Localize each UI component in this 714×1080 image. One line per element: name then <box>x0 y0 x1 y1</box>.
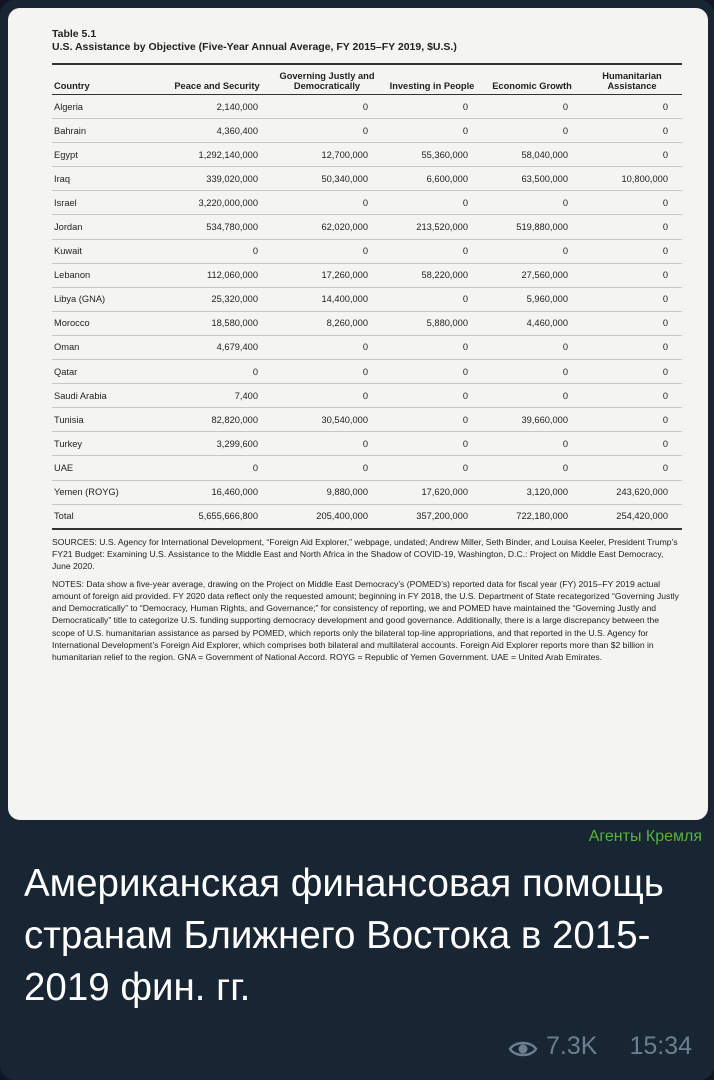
value-cell: 0 <box>382 335 482 359</box>
value-cell: 17,620,000 <box>382 480 482 504</box>
value-cell: 8,260,000 <box>272 311 382 335</box>
value-cell: 55,360,000 <box>382 143 482 167</box>
value-cell: 4,360,400 <box>162 119 272 143</box>
value-cell: 27,560,000 <box>482 263 582 287</box>
value-cell: 0 <box>272 95 382 119</box>
country-cell: Oman <box>52 335 162 359</box>
table-row <box>52 239 682 263</box>
table-row <box>52 143 682 167</box>
value-cell: 0 <box>582 215 682 239</box>
value-cell: 58,040,000 <box>482 143 582 167</box>
value-cell: 3,220,000,000 <box>162 191 272 215</box>
table-header-row <box>52 65 682 95</box>
value-cell: 0 <box>382 191 482 215</box>
value-cell: 0 <box>582 239 682 263</box>
value-cell: 4,679,400 <box>162 335 272 359</box>
message-photo[interactable] <box>8 8 708 820</box>
value-cell: 39,660,000 <box>482 408 582 432</box>
table-body <box>52 95 682 529</box>
header-economic: Economic Growth <box>482 65 582 95</box>
table-row <box>52 287 682 311</box>
table-title: U.S. Assistance by Objective (Five-Year Annual Average, FY 2015–FY 2019, $U.S.) <box>52 41 457 53</box>
value-cell: 0 <box>382 456 482 480</box>
value-cell: 10,800,000 <box>582 167 682 191</box>
value-cell: 9,880,000 <box>272 480 382 504</box>
value-cell: 2,140,000 <box>162 95 272 119</box>
header-investing: Investing in People <box>382 65 482 95</box>
value-cell: 0 <box>272 335 382 359</box>
table-notes <box>52 536 682 664</box>
assistance-table <box>52 65 682 530</box>
value-cell: 3,120,000 <box>482 480 582 504</box>
country-cell: Bahrain <box>52 119 162 143</box>
value-cell: 0 <box>582 119 682 143</box>
value-cell: 25,320,000 <box>162 287 272 311</box>
value-cell: 0 <box>582 311 682 335</box>
value-cell: 0 <box>482 335 582 359</box>
value-cell: 5,880,000 <box>382 311 482 335</box>
value-cell: 534,780,000 <box>162 215 272 239</box>
table-row <box>52 408 682 432</box>
value-cell: 0 <box>272 360 382 384</box>
value-cell: 30,540,000 <box>272 408 382 432</box>
value-cell: 16,460,000 <box>162 480 272 504</box>
value-cell: 0 <box>482 95 582 119</box>
value-cell: 0 <box>582 143 682 167</box>
value-cell: 0 <box>382 408 482 432</box>
value-cell: 1,292,140,000 <box>162 143 272 167</box>
table-row <box>52 480 682 504</box>
value-cell: 0 <box>482 119 582 143</box>
value-cell: 0 <box>482 239 582 263</box>
value-cell: 6,600,000 <box>382 167 482 191</box>
country-cell: Israel <box>52 191 162 215</box>
value-cell: 4,460,000 <box>482 311 582 335</box>
value-cell: 63,500,000 <box>482 167 582 191</box>
country-cell: UAE <box>52 456 162 480</box>
value-cell: 0 <box>582 335 682 359</box>
header-humanitarian: Humanitarian Assistance <box>582 65 682 95</box>
country-cell: Tunisia <box>52 408 162 432</box>
table-row <box>52 456 682 480</box>
value-cell: 213,520,000 <box>382 215 482 239</box>
value-cell: 0 <box>582 432 682 456</box>
value-cell: 339,020,000 <box>162 167 272 191</box>
country-cell: Iraq <box>52 167 162 191</box>
value-cell: 519,880,000 <box>482 215 582 239</box>
table-row <box>52 215 682 239</box>
message-text: Американская финансовая помощь странам Ближнего Востока в 2015-2019 фин. гг. <box>24 862 664 1009</box>
value-cell: 0 <box>382 384 482 408</box>
notes-text: NOTES: Data show a five-year average, drawing on the Project on Middle East Democracy’s (POMED’s) reported data for fiscal year (FY) 2015–FY 2019 actual amount of foreign aid provided. FY 2020 data reflect only the requested amount; beginning in FY 2018, the U.S. Department of State recategorized “Governing Justly and Democratically” to “Democracy, Human Rights, and Governance;” for consistency of reporting, we and POMED have maintained the “Governing Justly and Democratically” title to categorize U.S. funding supporting democracy development and good governance. Additionally, there is a large discrepancy between the scope of U.S. humanitarian assistance as parsed by POMED, which reports only the bilateral top-line appropriations, and that reported in the U.S. Agency for International Development’s Foreign Aid Explorer, which comprises both bilateral and multilateral accounts. Foreign Aid Explorer reports more than $2 billion in humanitarian relief to the region. GNA = Government of National Accord. ROYG = Republic of Yemen Government. UAE = United Arab Emirates. <box>52 578 679 663</box>
value-cell: 0 <box>582 384 682 408</box>
table-row <box>52 335 682 359</box>
value-cell: 0 <box>382 432 482 456</box>
value-cell: 0 <box>582 456 682 480</box>
value-cell: 0 <box>382 360 482 384</box>
country-cell: Morocco <box>52 311 162 335</box>
value-cell: 357,200,000 <box>382 504 482 529</box>
message-time: 15:34 <box>629 1032 692 1060</box>
value-cell: 0 <box>162 456 272 480</box>
sender-name[interactable]: Агенты Кремля <box>588 828 702 845</box>
value-cell: 254,420,000 <box>582 504 682 529</box>
table-row <box>52 119 682 143</box>
country-cell: Lebanon <box>52 263 162 287</box>
value-cell: 0 <box>272 191 382 215</box>
value-cell: 0 <box>482 456 582 480</box>
country-cell: Saudi Arabia <box>52 384 162 408</box>
table-row <box>52 167 682 191</box>
country-cell: Turkey <box>52 432 162 456</box>
table-row <box>52 311 682 335</box>
value-cell: 5,960,000 <box>482 287 582 311</box>
country-cell: Libya (GNA) <box>52 287 162 311</box>
table-row <box>52 432 682 456</box>
value-cell: 243,620,000 <box>582 480 682 504</box>
value-cell: 62,020,000 <box>272 215 382 239</box>
value-cell: 0 <box>272 456 382 480</box>
table-row <box>52 384 682 408</box>
country-cell: Jordan <box>52 215 162 239</box>
country-cell: Kuwait <box>52 239 162 263</box>
value-cell: 205,400,000 <box>272 504 382 529</box>
value-cell: 0 <box>582 360 682 384</box>
value-cell: 722,180,000 <box>482 504 582 529</box>
message-meta <box>508 1032 692 1061</box>
value-cell: 0 <box>482 191 582 215</box>
table-label: Table 5.1 <box>52 28 97 40</box>
header-peace-security: Peace and Security <box>162 65 272 95</box>
value-cell: 0 <box>272 119 382 143</box>
header-country: Country <box>52 65 162 95</box>
country-cell: Egypt <box>52 143 162 167</box>
value-cell: 0 <box>582 263 682 287</box>
value-cell: 18,580,000 <box>162 311 272 335</box>
value-cell: 112,060,000 <box>162 263 272 287</box>
table-row <box>52 191 682 215</box>
value-cell: 0 <box>382 95 482 119</box>
value-cell: 12,700,000 <box>272 143 382 167</box>
value-cell: 0 <box>382 239 482 263</box>
value-cell: 0 <box>382 119 482 143</box>
value-cell: 0 <box>272 239 382 263</box>
table-row <box>52 263 682 287</box>
value-cell: 3,299,600 <box>162 432 272 456</box>
sources-text: SOURCES: U.S. Agency for International Development, “Foreign Aid Explorer,” webpage, undated; Andrew Miller, Seth Binder, and Louisa Keeler, President Trump’s FY21 Budget: Examining U.S. Assistance to the Middle East and North Africa in the Shadow of COVID-19, Washington, D.C.: Project on Middle East Democracy, June 2020. <box>52 536 678 572</box>
header-governing: Governing Justly and Democratically <box>272 65 382 95</box>
value-cell: 0 <box>582 95 682 119</box>
value-cell: 0 <box>482 360 582 384</box>
value-cell: 0 <box>482 384 582 408</box>
document-page <box>52 28 682 669</box>
value-cell: 0 <box>582 191 682 215</box>
value-cell: 58,220,000 <box>382 263 482 287</box>
table-row <box>52 95 682 119</box>
value-cell: 0 <box>272 384 382 408</box>
value-cell: 17,260,000 <box>272 263 382 287</box>
value-cell: 5,655,666,800 <box>162 504 272 529</box>
country-cell: Qatar <box>52 360 162 384</box>
value-cell: 0 <box>162 239 272 263</box>
value-cell: 50,340,000 <box>272 167 382 191</box>
country-cell: Total <box>52 504 162 529</box>
value-cell: 0 <box>582 287 682 311</box>
country-cell: Yemen (ROYG) <box>52 480 162 504</box>
value-cell: 14,400,000 <box>272 287 382 311</box>
eye-icon <box>508 1037 538 1057</box>
table-total-row <box>52 504 682 529</box>
value-cell: 0 <box>382 287 482 311</box>
country-cell: Algeria <box>52 95 162 119</box>
value-cell: 82,820,000 <box>162 408 272 432</box>
value-cell: 0 <box>482 432 582 456</box>
value-cell: 0 <box>272 432 382 456</box>
value-cell: 0 <box>582 408 682 432</box>
value-cell: 0 <box>162 360 272 384</box>
views-count: 7.3K <box>546 1032 598 1060</box>
table-row <box>52 360 682 384</box>
value-cell: 7,400 <box>162 384 272 408</box>
